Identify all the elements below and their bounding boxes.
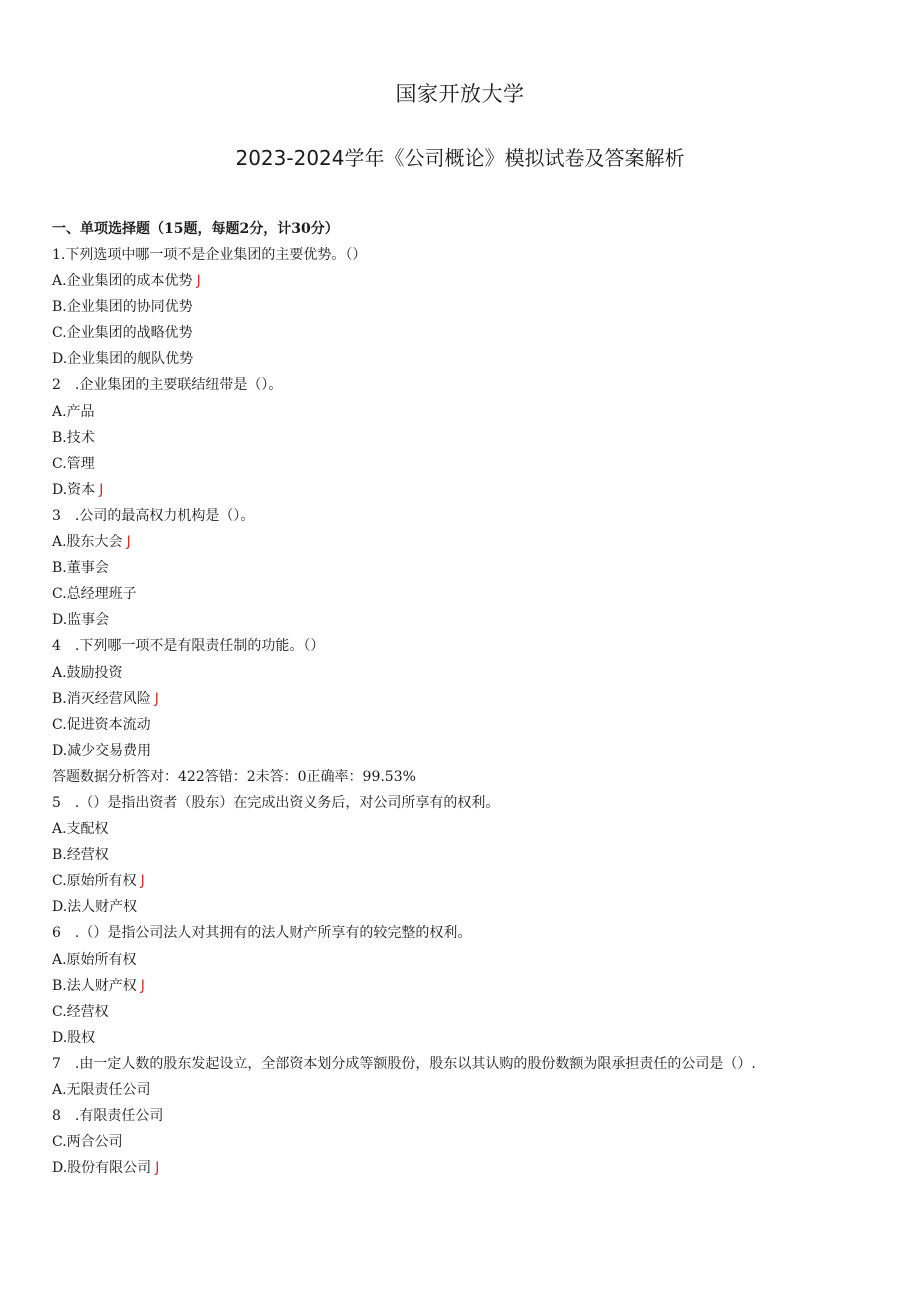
line-text: D.减少交易费用 (52, 742, 152, 759)
document-line (52, 555, 892, 581)
line-text: C.管理 (52, 455, 95, 472)
document-line (52, 1051, 892, 1077)
document-line (52, 1129, 892, 1155)
line-text: 答题数据分析答对：422答错：2未答：0正确率：99.53% (52, 768, 416, 785)
line-text: A.鼓励投资 (52, 664, 123, 681)
section-heading: 一、单项选择题（15题，每题2分，计30分） (52, 221, 339, 237)
document-line (52, 477, 892, 503)
line-text: C.总经理班子 (52, 586, 137, 603)
correct-answer-mark: J (196, 273, 201, 290)
line-text: C.原始所有权 (52, 873, 137, 890)
line-text: A.原始所有权 (52, 951, 137, 968)
line-text: A.股东大会 (52, 534, 123, 551)
line-text: A.产品 (52, 403, 95, 420)
line-text: C.两合公司 (52, 1134, 123, 1151)
line-text: B.董事会 (52, 560, 109, 577)
institution-title: 国家开放大学 (395, 82, 525, 106)
line-text: D.法人财产权 (52, 899, 138, 916)
document-line (52, 451, 892, 477)
document-line (52, 320, 892, 346)
document-line (52, 660, 892, 686)
line-text: D.股权 (52, 1029, 96, 1046)
line-text: B.技术 (52, 429, 95, 446)
document-line (52, 268, 892, 294)
line-text: D.股份有限公司 (52, 1160, 152, 1177)
line-text: B.经营权 (52, 847, 109, 864)
line-text: 3 .公司的最高权力机构是（）。 (52, 507, 255, 524)
document-line (52, 842, 892, 868)
document-line (52, 764, 892, 790)
document-line (52, 790, 892, 816)
document-line (52, 372, 892, 398)
document-line (52, 607, 892, 633)
line-text: B.企业集团的协同优势 (52, 299, 193, 316)
line-text: 5 .（）是指出资者（股东）在完成出资义务后，对公司所享有的权利。 (52, 794, 500, 811)
document-line (52, 686, 892, 712)
document-line (52, 999, 892, 1025)
line-text: 4 .下列哪一项不是有限责任制的功能。（） (52, 638, 325, 655)
line-text: 6 .（）是指公司法人对其拥有的法人财产所享有的较完整的权利。 (52, 925, 472, 942)
document-line (52, 894, 892, 920)
line-text: 1.下列选项中哪一项不是企业集团的主要优势。（） (52, 247, 367, 263)
document-line (52, 1025, 892, 1051)
document-line (52, 425, 892, 451)
line-text: 8 .有限责任公司 (52, 1108, 164, 1125)
document-line (52, 346, 892, 372)
correct-answer-mark: J (126, 534, 131, 551)
correct-answer-mark: J (155, 1160, 160, 1177)
line-text: A.企业集团的成本优势 (52, 273, 193, 290)
document-line (52, 1103, 892, 1129)
line-text: D.监事会 (52, 612, 110, 629)
exam-title: 2023-2024学年《公司概论》模拟试卷及答案解析 (235, 146, 685, 170)
document-line (52, 581, 892, 607)
correct-answer-mark: J (99, 481, 104, 498)
document-line (52, 1077, 892, 1103)
line-text: D.资本 (52, 481, 96, 498)
correct-answer-mark: J (154, 690, 159, 707)
line-text: 2 .企业集团的主要联结纽带是（）。 (52, 377, 283, 394)
document-line (52, 738, 892, 764)
line-text: 7 .由一定人数的股东发起设立，全部资本划分成等额股份，股东以其认购的股份数额为限承担责任的公司是（）. (52, 1055, 756, 1072)
line-text: C.企业集团的战略优势 (52, 325, 193, 342)
correct-answer-mark: J (140, 873, 145, 890)
line-text: A.无限责任公司 (52, 1082, 151, 1098)
document-line (52, 712, 892, 738)
document-line (52, 503, 892, 529)
document-line (52, 399, 892, 425)
document-line (52, 529, 892, 555)
correct-answer-mark: J (140, 977, 145, 994)
line-text: D.企业集团的舰队优势 (52, 351, 194, 368)
question-list (52, 242, 892, 1181)
document-line (52, 816, 892, 842)
document-line (52, 920, 892, 946)
document-line (52, 947, 892, 973)
document-line (52, 868, 892, 894)
line-text: B.法人财产权 (52, 977, 137, 994)
line-text: C.经营权 (52, 1003, 109, 1020)
line-text: C.促进资本流动 (52, 716, 151, 733)
document-line (52, 294, 892, 320)
document-line (52, 973, 892, 999)
document-line (52, 1155, 892, 1181)
line-text: A.支配权 (52, 821, 109, 838)
document-line (52, 633, 892, 659)
line-text: B.消灭经营风险 (52, 690, 151, 707)
document-line (52, 242, 892, 268)
